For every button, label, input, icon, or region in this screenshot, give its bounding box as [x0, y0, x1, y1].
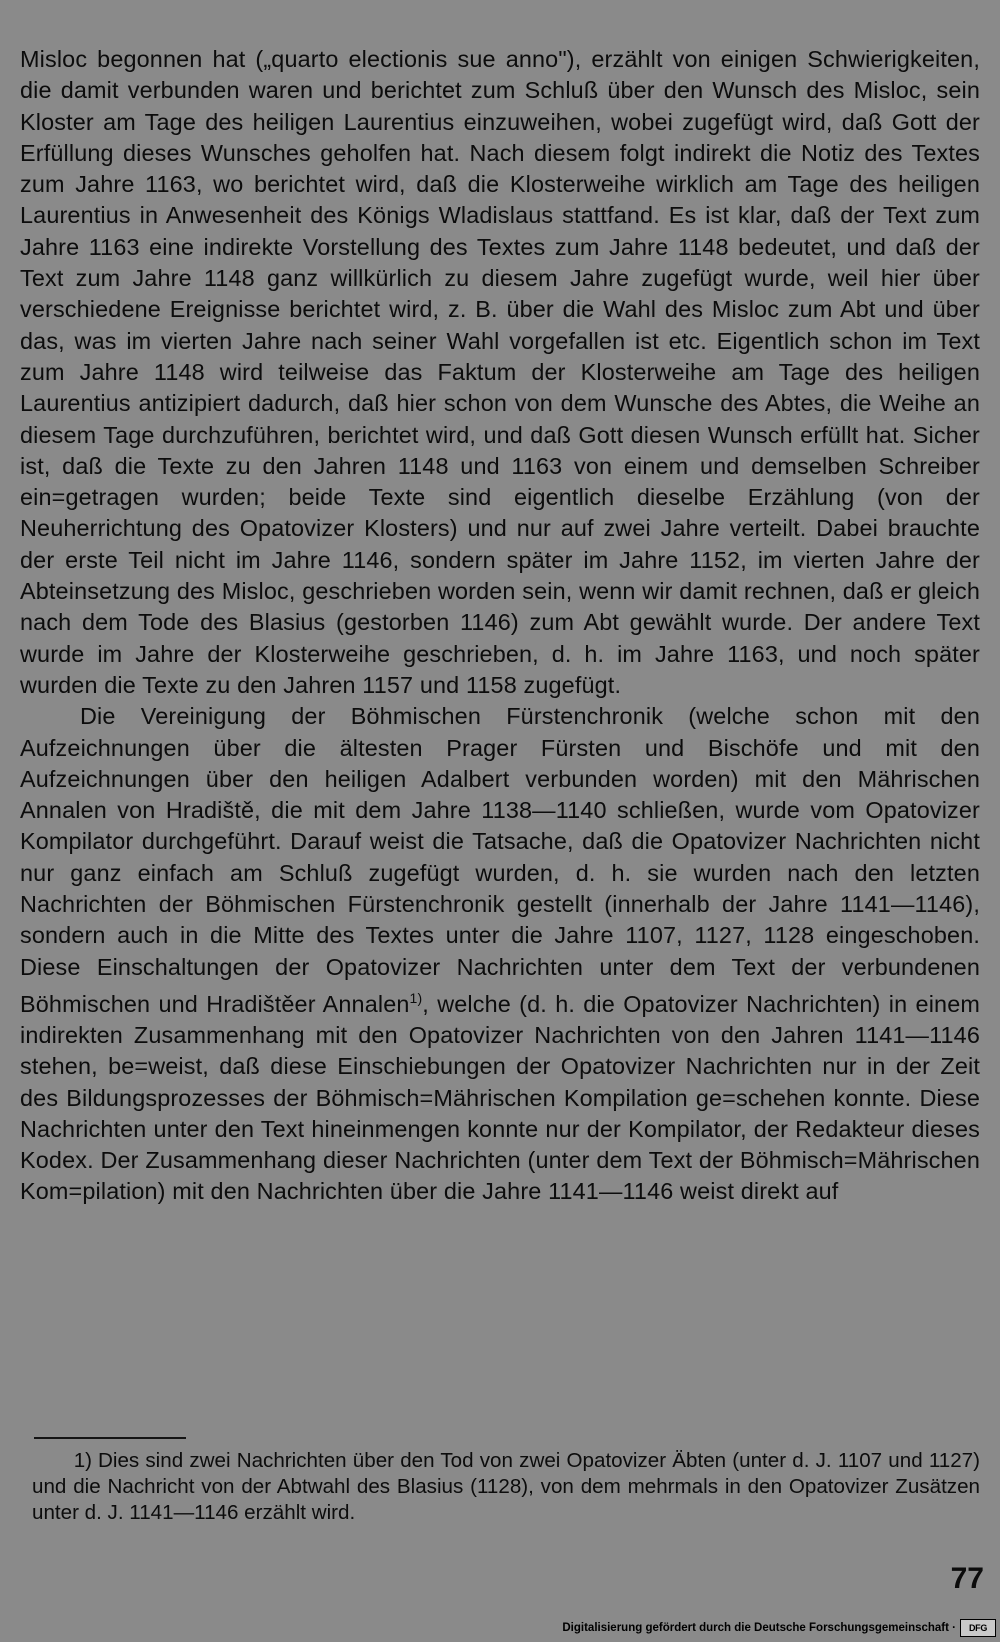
page-number: 77 — [950, 1562, 984, 1595]
footnote-text: Dies sind zwei Nachrichten über den Tod von zwei Opatovizer Äbten (unter d. J. 1107 und 1127) und die Nachricht von der Abtwahl des Blasius (1128), von dem mehrmals in den Opatovizer Zusätzen unter d. J. 1141—1146 erzählt wird. — [32, 1449, 980, 1524]
footnote — [32, 1448, 980, 1526]
main-text — [20, 44, 980, 1208]
paragraph-1: Misloc begonnen hat („quarto electionis sue anno"), erzählt von einigen Schwierigkeiten, die damit verbunden waren und berichtet zum Schluß über den Wunsch des Misloc, sein Kloster am Tage des heiligen Laurentius einzuweihen, wobei zugefügt wird, daß Gott der Erfüllung dieses Wunsches geholfen hat. Nach diesem folgt indirekt die Notiz des Textes zum Jahre 1163, wo berichtet wird, daß die Klosterweihe wirklich am Tage des heiligen Laurentius in Anwesenheit des Königs Wladislaus stattfand. Es ist klar, daß der Text zum Jahre 1163 eine indirekte Vorstellung des Textes zum Jahre 1148 bedeutet, und daß der Text zum Jahre 1148 ganz willkürlich zu diesem Jahre zugefügt wurde, weil hier über verschiedene Ereignisse berichtet wird, z. B. über die Wahl des Misloc zum Abt und über das, was im vierten Jahre nach seiner Wahl vorgefallen ist etc. Eigentlich schon im Text zum Jahre 1148 wird teilweise das Faktum der Klosterweihe am Tage des heiligen Laurentius antizipiert dadurch, daß hier schon von dem Wunsche des Abtes, die Weihe an diesem Tage durchzuführen, berichtet wird, und daß Gott diesen Wunsch erfüllt hat. Sicher ist, daß die Texte zu den Jahren 1148 und 1163 von einem und demselben Schreiber ein=getragen wurden; beide Texte sind eigentlich dieselbe Erzählung (von der Neuherrichtung des Opatovizer Klosters) und nur auf zwei Jahre verteilt. Dabei brauchte der erste Teil nicht im Jahre 1146, sondern später im Jahre 1152, im vierten Jahre der Abteinsetzung des Misloc, geschrieben worden sein, wenn wir damit rechnen, daß er gleich nach dem Tode des Blasius (gestorben 1146) zum Abt gewählt wurde. Der andere Text wurde im Jahre der Klosterweihe geschrieben, d. h. im Jahre 1163, und noch später wurden die Texte zu den Jahren 1157 und 1158 zugefügt. — [20, 46, 980, 698]
dfg-logo-icon: DFG — [960, 1619, 996, 1637]
paragraph-2-part-2: , welche (d. h. die Opatovizer Nachrichten) in einem indirekten Zusammenhang mit den Opatovizer Nachrichten von den Jahren 1141—1146 stehen, be=weist, daß diese Einschiebungen der Opatovizer Nachrichten nur in der Zeit des Bildungsprozesses der Böhmisch=Mährischen Kompilation ge=schehen konnte. Diese Nachrichten unter den Text hineinmengen konnte nur der Kompilator, der Redakteur dieses Kodex. Der Zusammenhang dieser Nachrichten (unter dem Text der Böhmisch=Mährischen Kom=pilation) mit den Nachrichten über die Jahre 1141—1146 weist direkt auf — [20, 990, 980, 1205]
footnote-mark-text: 1) — [73, 1449, 92, 1472]
paragraph-2-part-1: Die Vereinigung der Böhmischen Fürstenchronik (welche schon mit den Aufzeichnungen über die ältesten Prager Fürsten und Bischöfe und mit den Aufzeichnungen über den heiligen Adalbert verbunden worden) mit den Mährischen Annalen von Hradiště, die mit dem Jahre 1138—1140 schließen, wurde vom Opatovizer Kompilator durchgeführt. Darauf weist die Tatsache, daß die Opatovizer Nachrichten nicht nur ganz einfach am Schluß zugefügt wurden, d. h. sie wurden nach den letzten Nachrichten der Böhmischen Fürstenchronik gestellt (innerhalb der Jahre 1141—1146), sondern auch in die Mitte des Textes unter die Jahre 1107, 1127, 1128 eingeschoben. Diese Einschaltungen der Opatovizer Nachrichten unter dem Text der verbundenen Böhmischen und Hradištěer Annalen — [20, 703, 980, 1017]
credit-text: Digitalisierung gefördert durch die Deutsche Forschungsgemeinschaft · — [562, 1622, 956, 1634]
footnote-reference: 1) — [409, 989, 423, 1006]
footnote-mark — [32, 1448, 98, 1474]
paragraph-2 — [20, 701, 980, 1208]
digitization-credit — [562, 1618, 996, 1638]
footnote-separator — [34, 1437, 186, 1439]
